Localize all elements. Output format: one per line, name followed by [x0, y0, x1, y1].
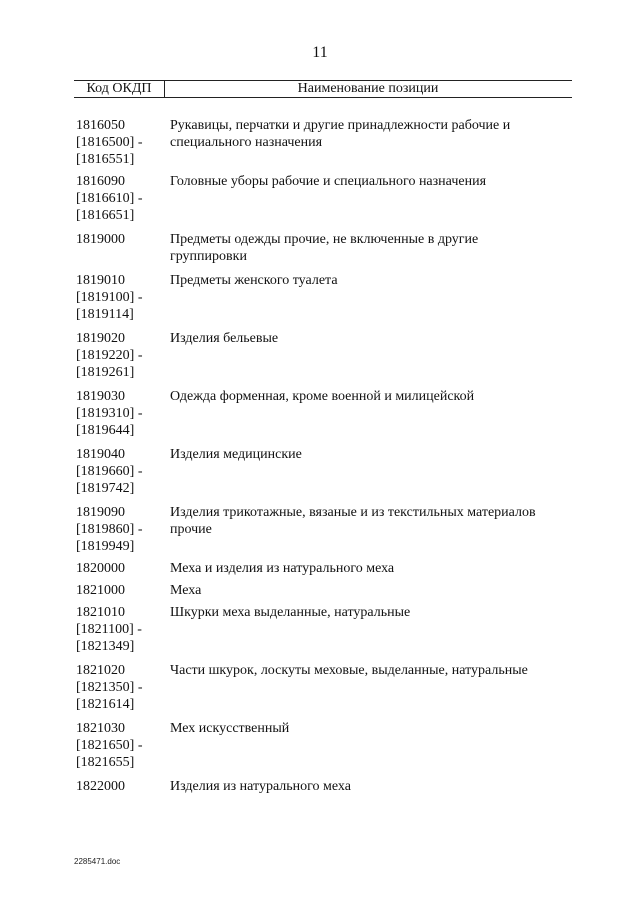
okdp-code — [76, 330, 170, 381]
okdp-code — [76, 720, 170, 771]
okdp-code — [76, 173, 170, 224]
table-row — [76, 117, 572, 168]
okdp-code-line: 1819010 — [76, 273, 125, 288]
okdp-code — [76, 778, 170, 795]
okdp-code-line: 1822000 — [76, 779, 125, 794]
okdp-code-line: 1821000 — [76, 583, 125, 598]
table-row — [76, 330, 572, 381]
position-name — [170, 504, 572, 555]
okdp-code — [76, 117, 170, 168]
okdp-code-line: [1821655] — [76, 755, 135, 770]
table-row — [76, 720, 572, 771]
okdp-code-line: 1819040 — [76, 447, 125, 462]
position-name-line: Предметы одежды прочие, не включенные в другие — [170, 232, 479, 247]
okdp-code-line: 1821020 — [76, 663, 125, 678]
okdp-code — [76, 504, 170, 555]
table-row — [76, 231, 572, 265]
okdp-code-line: [1816551] — [76, 152, 135, 167]
position-name-line: Изделия трикотажные, вязаные и из текстильных материалов — [170, 505, 536, 520]
table-row — [76, 662, 572, 713]
okdp-code — [76, 582, 170, 599]
footer-filename: 2285471.doc — [74, 857, 121, 866]
okdp-code-line: 1816050 — [76, 118, 125, 133]
okdp-code-line: [1821349] — [76, 639, 135, 654]
okdp-code — [76, 560, 170, 577]
header-bottom-rule — [74, 97, 572, 98]
okdp-code-line: [1821350] - — [76, 680, 143, 695]
table-row — [76, 446, 572, 497]
okdp-code-line: [1819310] - — [76, 406, 143, 421]
okdp-code — [76, 231, 170, 265]
position-name-line: группировки — [170, 249, 247, 264]
table-row — [76, 388, 572, 439]
okdp-code — [76, 604, 170, 655]
okdp-code-line: 1819000 — [76, 232, 125, 247]
okdp-code-line: [1819261] — [76, 365, 135, 380]
position-name — [170, 272, 572, 323]
okdp-code-line: [1819949] — [76, 539, 135, 554]
position-name — [170, 173, 572, 224]
position-name-line: Меха — [170, 583, 202, 598]
okdp-code-line: [1819220] - — [76, 348, 143, 363]
header-code: Код ОКДП — [86, 81, 152, 96]
okdp-code-line: 1819090 — [76, 505, 125, 520]
okdp-code — [76, 272, 170, 323]
table-row — [76, 778, 572, 795]
table-row — [76, 604, 572, 655]
table-header — [74, 80, 572, 98]
table-row — [76, 504, 572, 555]
okdp-code-line: [1816610] - — [76, 191, 143, 206]
okdp-code-line: [1821650] - — [76, 738, 143, 753]
position-name-line: Мех искусственный — [170, 721, 290, 736]
position-name-line: Рукавицы, перчатки и другие принадлежности рабочие и — [170, 118, 511, 133]
okdp-code — [76, 662, 170, 713]
position-name-line: Части шкурок, лоскуты меховые, выделанные, натуральные — [170, 663, 528, 678]
header-name: Наименование позиции — [297, 81, 439, 96]
position-name-line: Головные уборы рабочие и специального назначения — [170, 174, 487, 189]
okdp-code-line: [1816651] — [76, 208, 135, 223]
position-name-line: Меха и изделия из натурального меха — [170, 561, 395, 576]
position-name — [170, 662, 572, 713]
table-row — [76, 560, 572, 577]
table-row — [76, 582, 572, 599]
okdp-code-line: [1819644] — [76, 423, 135, 438]
page-number: 11 — [312, 44, 328, 61]
position-name — [170, 720, 572, 771]
position-name — [170, 560, 572, 577]
okdp-code-line: [1819742] — [76, 481, 135, 496]
position-name — [170, 582, 572, 599]
position-name-line: Изделия из натурального меха — [170, 779, 351, 794]
position-name-line: прочие — [170, 522, 212, 537]
position-name — [170, 604, 572, 655]
okdp-code-line: 1816090 — [76, 174, 125, 189]
okdp-code-line: [1819860] - — [76, 522, 143, 537]
okdp-code-line: 1820000 — [76, 561, 125, 576]
okdp-code — [76, 446, 170, 497]
position-name — [170, 388, 572, 439]
position-name — [170, 117, 572, 168]
okdp-code-line: 1819030 — [76, 389, 125, 404]
okdp-code-line: 1821010 — [76, 605, 125, 620]
position-name-line: Изделия медицинские — [170, 447, 302, 462]
position-name-line: специального назначения — [170, 135, 323, 150]
position-name-line: Предметы женского туалета — [170, 273, 338, 288]
position-name — [170, 330, 572, 381]
okdp-code-line: [1821614] — [76, 697, 135, 712]
position-name-line: Изделия бельевые — [170, 331, 279, 346]
okdp-code-line: 1821030 — [76, 721, 125, 736]
okdp-code-line: [1816500] - — [76, 135, 143, 150]
okdp-code-line: [1819114] — [76, 307, 134, 322]
okdp-code-line: [1819660] - — [76, 464, 143, 479]
okdp-code — [76, 388, 170, 439]
position-name-line: Одежда форменная, кроме военной и милицейской — [170, 389, 475, 404]
position-name — [170, 778, 572, 795]
okdp-code-line: [1819100] - — [76, 290, 143, 305]
table-body — [76, 117, 572, 802]
position-name — [170, 446, 572, 497]
table-row — [76, 173, 572, 224]
table-row — [76, 272, 572, 323]
okdp-code-line: [1821100] - — [76, 622, 142, 637]
okdp-code-line: 1819020 — [76, 331, 125, 346]
position-name-line: Шкурки меха выделанные, натуральные — [170, 605, 411, 620]
position-name — [170, 231, 572, 265]
